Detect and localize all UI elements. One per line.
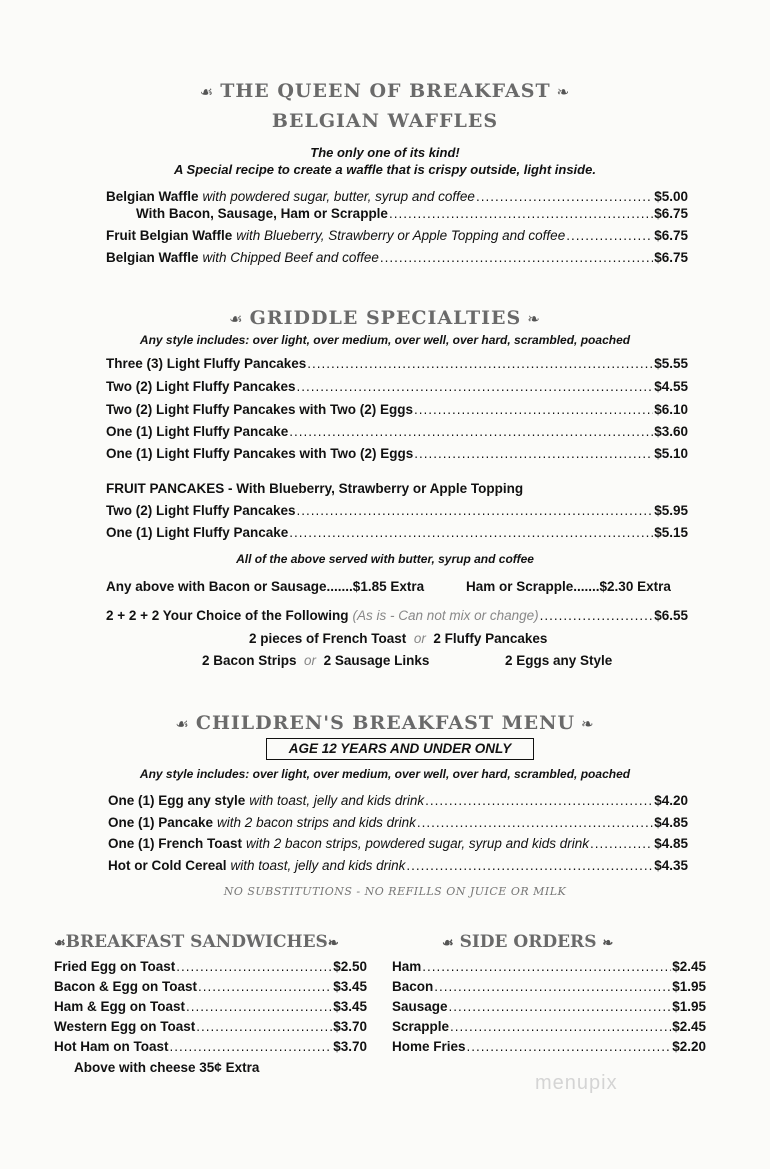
menu-item: Belgian Waffle with powdered sugar, butter, syrup and coffee ..... $5.00	[106, 189, 688, 204]
menu-item: Ham & Egg on Toast ..... $3.45	[54, 999, 367, 1014]
combo-options-eggs: 2 Eggs any Style	[505, 653, 613, 668]
waffles-subtitle: BELGIAN WAFFLES	[271, 110, 499, 132]
swirl-right-icon: ❧	[556, 83, 571, 101]
swirl-right-icon: ❧	[602, 936, 614, 951]
menu-item: Belgian Waffle with Chipped Beef and coffee ..... $6.75	[106, 250, 688, 265]
menu-item: One (1) French Toast with 2 bacon strips, powdered sugar, syrup and kids drink ..... $4.85	[108, 836, 688, 851]
children-footnote: NO SUBSTITUTIONS - NO REFILLS ON JUICE OR MILK	[223, 885, 567, 898]
served-note: All of the above served with butter, syrup and coffee	[236, 552, 534, 566]
menu-item: One (1) Light Fluffy Pancake ..... $3.60	[106, 424, 688, 439]
menu-item: Two (2) Light Fluffy Pancakes ..... $5.95	[106, 503, 688, 518]
menu-item: Bacon ..... $1.95	[392, 979, 706, 994]
menu-item: Ham ..... $2.45	[392, 959, 706, 974]
griddle-title: ☙ GRIDDLE SPECIALTIES ❧	[229, 307, 541, 329]
combo-options-row-2: 2 Bacon Strips or 2 Sausage Links	[202, 653, 430, 668]
menu-item: With Bacon, Sausage, Ham or Scrapple ..... $6.75	[136, 206, 688, 221]
swirl-right-icon: ❧	[581, 715, 595, 733]
menu-item: Two (2) Light Fluffy Pancakes with Two (2) Eggs ..... $6.10	[106, 402, 688, 417]
swirl-left-icon: ☙	[442, 936, 454, 951]
menu-item: Bacon & Egg on Toast ..... $3.45	[54, 979, 367, 994]
sides-title: ☙ SIDE ORDERS ❧	[442, 932, 614, 952]
children-title: ☙ CHILDREN'S BREAKFAST MENU ❧	[175, 712, 595, 734]
menu-item: One (1) Light Fluffy Pancake ..... $5.15	[106, 525, 688, 540]
extra-ham-note: Ham or Scrapple.......$2.30 Extra	[466, 579, 671, 594]
waffles-tagline-2: A Special recipe to create a waffle that is crispy outside, light inside.	[174, 162, 596, 177]
fruit-pancakes-heading: FRUIT PANCAKES - With Blueberry, Strawberry or Apple Topping	[106, 481, 524, 496]
waffles-tagline-1: The only one of its kind!	[310, 145, 460, 160]
menu-item: One (1) Egg any style with toast, jelly and kids drink ..... $4.20	[108, 793, 688, 808]
sandwiches-title: ☙BREAKFAST SANDWICHES❧	[54, 932, 339, 952]
combo-item: 2 + 2 + 2 Your Choice of the Following (As is - Can not mix or change) ..... $6.55	[106, 608, 688, 623]
griddle-style-note: Any style includes: over light, over medium, over well, over hard, scrambled, poached	[139, 333, 631, 347]
children-style-note: Any style includes: over light, over medium, over well, over hard, scrambled, poached	[139, 767, 631, 781]
swirl-left-icon: ☙	[54, 936, 66, 951]
menu-item: Home Fries ..... $2.20	[392, 1039, 706, 1054]
swirl-right-icon: ❧	[527, 310, 541, 328]
menu-item: Western Egg on Toast ..... $3.70	[54, 1019, 367, 1034]
menu-item: Hot Ham on Toast ..... $3.70	[54, 1039, 367, 1054]
waffles-title: ☙ THE QUEEN OF BREAKFAST ❧	[199, 80, 571, 102]
swirl-left-icon: ☙	[175, 715, 190, 733]
cheese-note: Above with cheese 35¢ Extra	[74, 1060, 260, 1075]
menu-item: Fried Egg on Toast ..... $2.50	[54, 959, 367, 974]
extra-bacon-note: Any above with Bacon or Sausage.......$1.85 Extra	[106, 579, 425, 594]
menu-item: Hot or Cold Cereal with toast, jelly and kids drink ..... $4.35	[108, 858, 688, 873]
combo-options-row-1: 2 pieces of French Toast or 2 Fluffy Pancakes	[249, 631, 548, 646]
age-limit-box: AGE 12 YEARS AND UNDER ONLY	[266, 738, 534, 760]
menu-item: Fruit Belgian Waffle with Blueberry, Strawberry or Apple Topping and coffee ..... $6.75	[106, 228, 688, 243]
menu-item: Sausage ..... $1.95	[392, 999, 706, 1014]
menu-item: Scrapple ..... $2.45	[392, 1019, 706, 1034]
menu-item: Three (3) Light Fluffy Pancakes ..... $5.55	[106, 356, 688, 371]
menu-item: One (1) Light Fluffy Pancakes with Two (2) Eggs ..... $5.10	[106, 446, 688, 461]
menu-item: One (1) Pancake with 2 bacon strips and kids drink ..... $4.85	[108, 815, 688, 830]
watermark-logo: menupix	[535, 1072, 618, 1094]
menu-item: Two (2) Light Fluffy Pancakes ..... $4.55	[106, 379, 688, 394]
swirl-left-icon: ☙	[229, 310, 244, 328]
swirl-right-icon: ❧	[327, 936, 339, 951]
swirl-left-icon: ☙	[199, 83, 215, 101]
